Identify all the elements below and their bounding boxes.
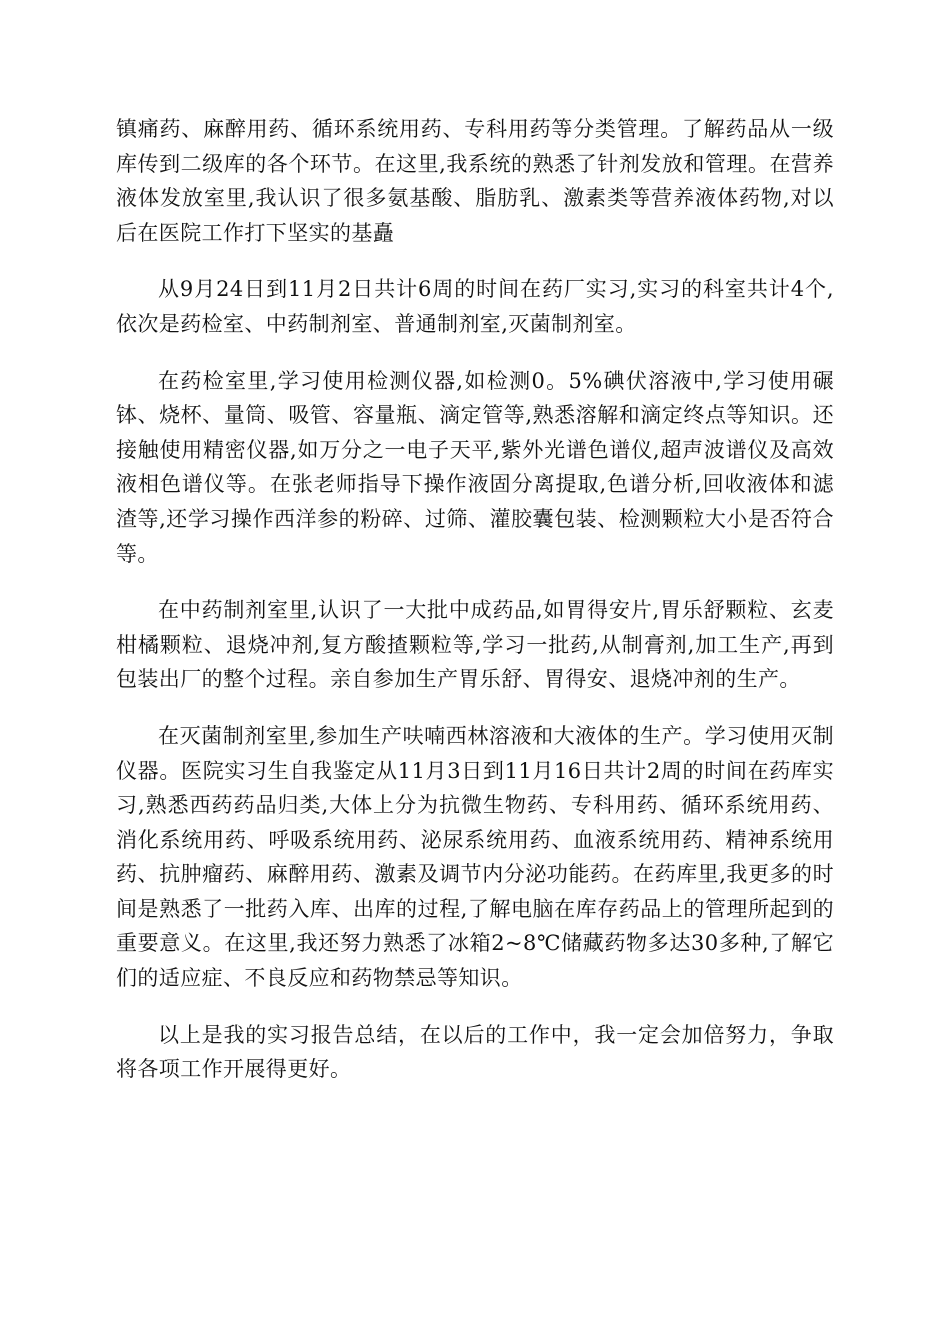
paragraph-pharmacy-internship-period: 从9月24日到11月2日共计6周的时间在药厂实习,实习的科室共计4个,依次是药检室、中药制剂室、普通制剂室,灭菌制剂室。 (116, 277, 834, 336)
paragraph-continued: 镇痛药、麻醉用药、循环系统用药、专科用药等分类管理。了解药品从一级库传到二级库的各个环节。在这里,我系统的熟悉了针剂发放和管理。在营养液体发放室里,我认识了很多氨基酸、脂肪乳、激素类等营养液体药物,对以后在医院工作打下坚实的基矗 (116, 117, 834, 245)
paragraph-testing-lab: 在药检室里,学习使用检测仪器,如检测0。5%碘伏溶液中,学习使用碾钵、烧杯、量筒、吸管、容量瓶、滴定管等,熟悉溶解和滴定终点等知识。还接触使用精密仪器,如万分之一电子天平,紫外光谱色谱仪,超声波谱仪及高效液相色谱仪等。在张老师指导下操作液固分离提取,色谱分析,回收液体和滤渣等,还学习操作西洋参的粉碎、过筛、灌胶囊包装、检测颗粒大小是否符合等。 (116, 368, 834, 566)
paragraph-tcm-preparation-room: 在中药制剂室里,认识了一大批中成药品,如胃得安片,胃乐舒颗粒、玄麦柑橘颗粒、退烧冲剂,复方酸揸颗粒等,学习一批药,从制膏剂,加工生产,再到包装出厂的整个过程。亲自参加生产胃乐舒、胃得安、退烧冲剂的生产。 (116, 598, 834, 692)
document-body (116, 112, 834, 1109)
paragraph-sterile-preparation-room: 在灭菌制剂室里,参加生产呋喃西林溶液和大液体的生产。学习使用灭制仪器。医院实习生自我鉴定从11月3日到11月16日共计2周的时间在药库实习,熟悉西药药品归类,大体上分为抗微生物药、专科用药、循环系统用药、消化系统用药、呼吸系统用药、泌尿系统用药、血液系统用药、精神系统用药、抗肿瘤药、麻醉用药、激素及调节内分泌功能药。在药库里,我更多的时间是熟悉了一批药入库、出库的过程,了解电脑在库存药品上的管理所起到的重要意义。在这里,我还努力熟悉了冰箱2~8℃储藏药物多达30多种,了解它们的适应症、不良反应和药物禁忌等知识。 (116, 723, 834, 991)
paragraph-conclusion: 以上是我的实习报告总结，在以后的工作中，我一定会加倍努力，争取将各项工作开展得更好。 (116, 1022, 834, 1082)
